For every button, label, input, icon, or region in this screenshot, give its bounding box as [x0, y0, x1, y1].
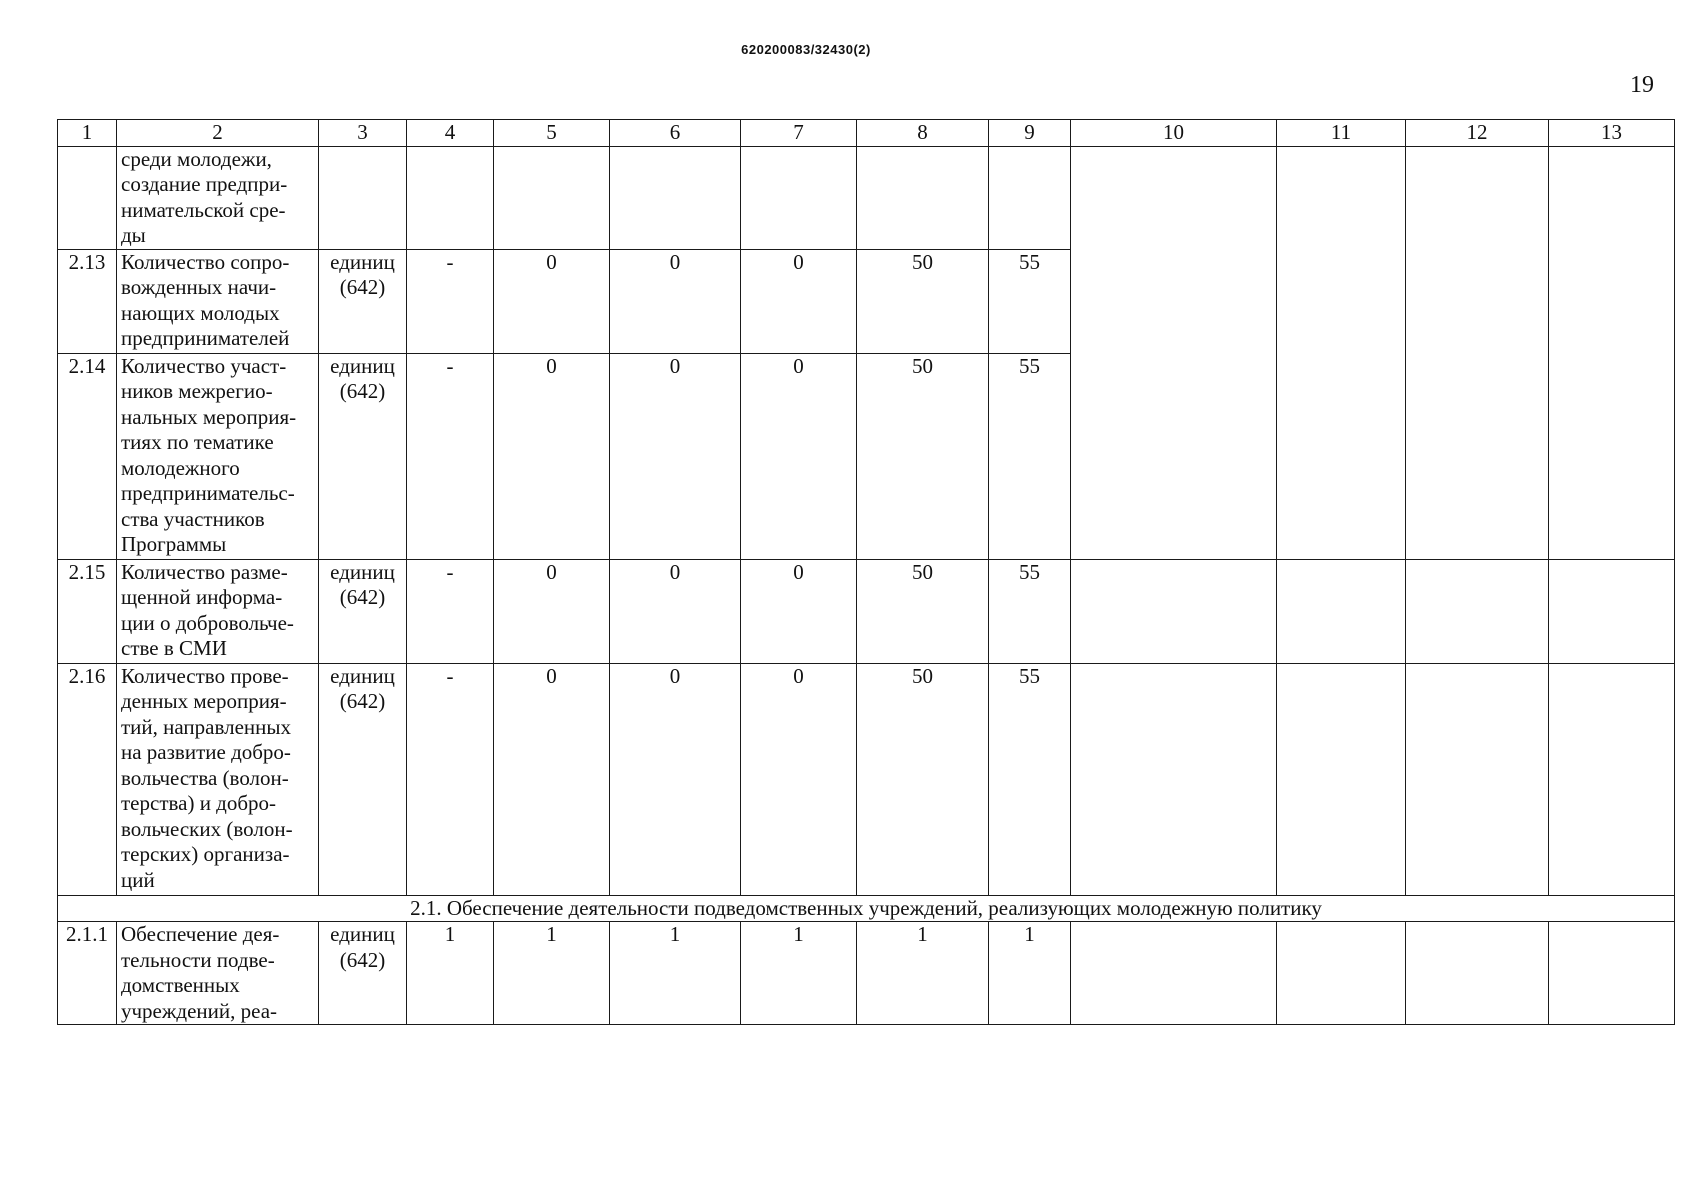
column-header: 1	[58, 120, 117, 147]
value-cell: -	[407, 559, 494, 663]
column-number-row	[58, 120, 1675, 147]
value-cell: 0	[494, 353, 610, 559]
value-cell: 1	[989, 922, 1071, 1025]
section-header-row	[58, 895, 1675, 922]
row-number: 2.15	[58, 559, 117, 663]
row-number: 2.1.1	[58, 922, 117, 1025]
column-header: 11	[1277, 120, 1406, 147]
empty-cell	[1071, 559, 1277, 663]
column-header: 5	[494, 120, 610, 147]
empty-cell	[1549, 922, 1675, 1025]
value-cell: 1	[857, 922, 989, 1025]
continuation-row	[58, 146, 1675, 249]
unit-cell: единиц (642)	[319, 922, 407, 1025]
empty-cell	[610, 146, 741, 249]
indicator-name: Количество прове- денных мероприя- тий, направленных на развитие добро- вольчества (волон- терства) и добро- вольческих (волон- терских) организа- ций	[117, 663, 319, 895]
table-row	[58, 559, 1675, 663]
column-header: 6	[610, 120, 741, 147]
value-cell: 1	[610, 922, 741, 1025]
merged-empty-cell	[1406, 146, 1549, 559]
empty-cell	[741, 146, 857, 249]
value-cell: 1	[494, 922, 610, 1025]
value-cell: 50	[857, 353, 989, 559]
value-cell: 55	[989, 663, 1071, 895]
column-header: 9	[989, 120, 1071, 147]
column-header: 2	[117, 120, 319, 147]
indicator-name: среди молодежи, создание предпри- нимательской сре- ды	[117, 146, 319, 249]
empty-cell	[494, 146, 610, 249]
merged-empty-cell	[1549, 146, 1675, 559]
value-cell: 1	[741, 922, 857, 1025]
value-cell: -	[407, 663, 494, 895]
empty-cell	[58, 146, 117, 249]
table-row	[58, 922, 1675, 1025]
table-row	[58, 663, 1675, 895]
value-cell: 0	[741, 353, 857, 559]
value-cell: 0	[494, 663, 610, 895]
value-cell: 0	[494, 249, 610, 353]
value-cell: 55	[989, 353, 1071, 559]
empty-cell	[1406, 559, 1549, 663]
empty-cell	[1277, 559, 1406, 663]
empty-cell	[1406, 663, 1549, 895]
indicators-table	[57, 119, 1675, 1025]
empty-cell	[1549, 559, 1675, 663]
value-cell: 0	[610, 559, 741, 663]
indicator-name: Обеспечение дея- тельности подве- домственных учреждений, реа-	[117, 922, 319, 1025]
value-cell: 50	[857, 559, 989, 663]
column-header: 4	[407, 120, 494, 147]
section-title: 2.1. Обеспечение деятельности подведомственных учреждений, реализующих молодежную политику	[58, 895, 1675, 922]
value-cell: 0	[610, 353, 741, 559]
value-cell: 50	[857, 249, 989, 353]
empty-cell	[1549, 663, 1675, 895]
value-cell: 0	[494, 559, 610, 663]
empty-cell	[1071, 663, 1277, 895]
value-cell: 1	[407, 922, 494, 1025]
merged-empty-cell	[1277, 146, 1406, 559]
document-id: 620200083/32430(2)	[741, 42, 871, 57]
column-header: 12	[1406, 120, 1549, 147]
column-header: 13	[1549, 120, 1675, 147]
empty-cell	[1071, 922, 1277, 1025]
value-cell: 50	[857, 663, 989, 895]
row-number: 2.16	[58, 663, 117, 895]
value-cell: -	[407, 249, 494, 353]
empty-cell	[989, 146, 1071, 249]
page-number: 19	[1630, 72, 1654, 98]
value-cell: 55	[989, 559, 1071, 663]
row-number: 2.13	[58, 249, 117, 353]
value-cell: 55	[989, 249, 1071, 353]
empty-cell	[1406, 922, 1549, 1025]
value-cell: 0	[741, 559, 857, 663]
column-header: 3	[319, 120, 407, 147]
indicator-name: Количество разме- щенной информа- ции о добровольче- стве в СМИ	[117, 559, 319, 663]
empty-cell	[319, 146, 407, 249]
unit-cell: единиц (642)	[319, 663, 407, 895]
merged-empty-cell	[1071, 146, 1277, 559]
empty-cell	[1277, 663, 1406, 895]
value-cell: 0	[610, 249, 741, 353]
column-header: 7	[741, 120, 857, 147]
row-number: 2.14	[58, 353, 117, 559]
unit-cell: единиц (642)	[319, 559, 407, 663]
value-cell: 0	[741, 663, 857, 895]
value-cell: 0	[610, 663, 741, 895]
unit-cell: единиц (642)	[319, 353, 407, 559]
column-header: 8	[857, 120, 989, 147]
indicator-name: Количество участ- ников межрегио- нальных мероприя- тиях по тематике молодежного предпринимательс- ства участников Программы	[117, 353, 319, 559]
empty-cell	[857, 146, 989, 249]
empty-cell	[407, 146, 494, 249]
value-cell: -	[407, 353, 494, 559]
unit-cell: единиц (642)	[319, 249, 407, 353]
empty-cell	[1277, 922, 1406, 1025]
value-cell: 0	[741, 249, 857, 353]
indicator-name: Количество сопро- вожденных начи- нающих молодых предпринимателей	[117, 249, 319, 353]
column-header: 10	[1071, 120, 1277, 147]
